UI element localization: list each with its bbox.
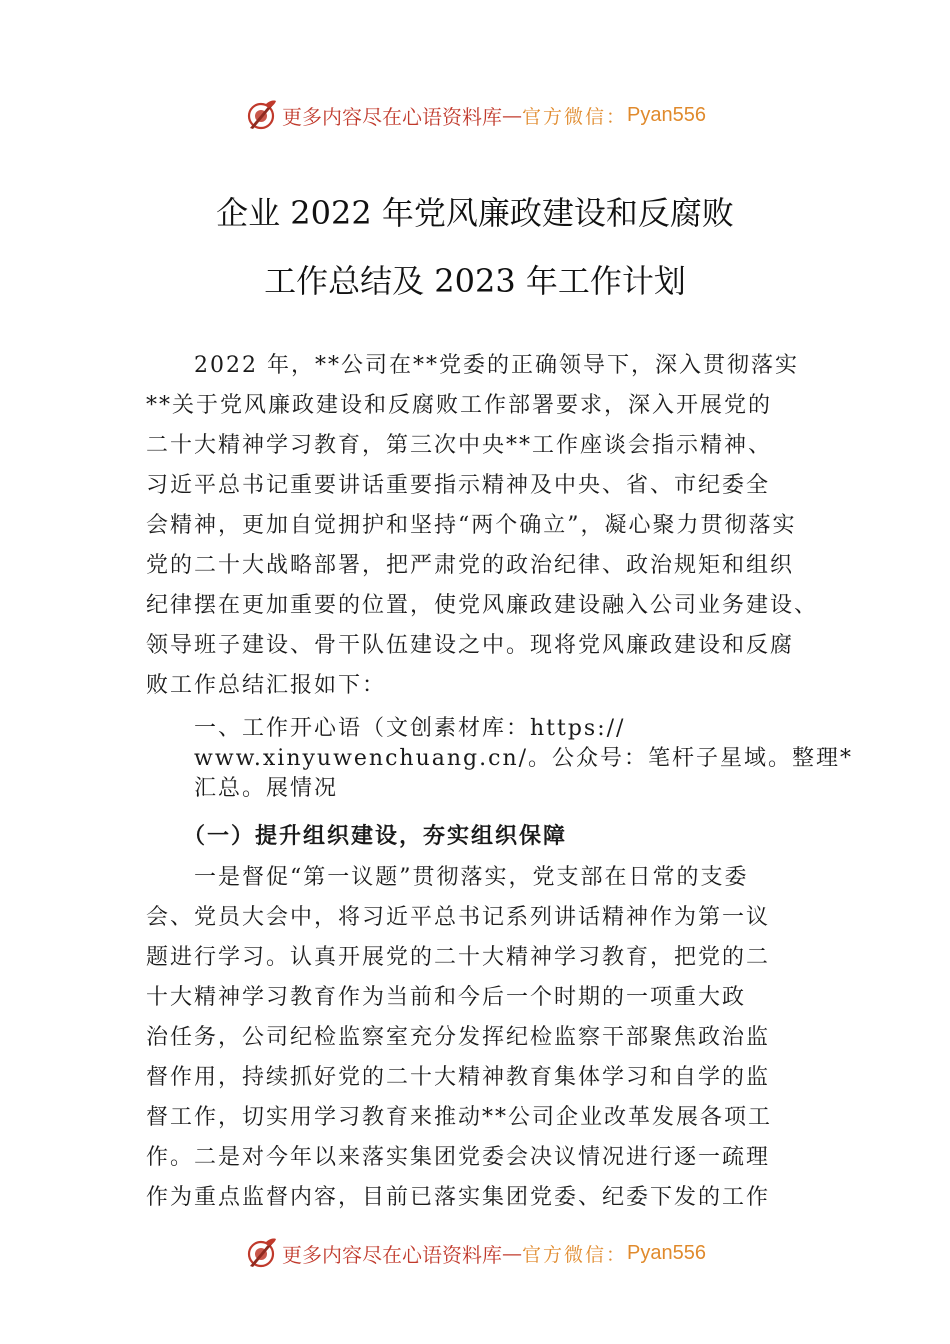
banner-wechat-handle: Pyan556 [627, 1241, 706, 1264]
banner-site-name: 更多内容尽在心语资料库 [282, 1242, 502, 1267]
banner-contact-label: 官方微信： [522, 1243, 628, 1266]
quill-circle-logo-icon [244, 1236, 278, 1270]
text-line: 党的二十大战略部署，把严肃党的政治纪律、政治规矩和组织 [146, 553, 795, 578]
text-line: 督作用，持续抓好党的二十大精神教育集体学习和自学的监 [146, 1065, 771, 1090]
banner-separator: — [502, 103, 522, 127]
footer-banner [0, 1233, 950, 1273]
intro-paragraph [146, 346, 826, 706]
subsection-heading [146, 816, 826, 856]
text-line: **关于党风廉政建设和反腐败工作部署要求，深入开展党的 [146, 393, 773, 418]
document-title-line-2: 工作总结及 2023 年工作计划 [264, 262, 686, 300]
text-line: 督工作，切实用学习教育来推动**公司企业改革发展各项工 [146, 1105, 773, 1130]
text-line: 十大精神学习教育作为当前和今后一个时期的一项重大政 [146, 985, 747, 1010]
text-line: 会、党员大会中，将习近平总书记系列讲话精神作为第一议 [146, 905, 771, 930]
text-line: 一是督促“第一议题”贯彻落实，党支部在日常的支委 [146, 865, 749, 890]
banner-contact-label: 官方微信： [522, 105, 628, 128]
subsection-title: （一）提升组织建设，夯实组织保障 [146, 823, 568, 849]
banner-separator: — [502, 1241, 522, 1265]
text-line: 作。二是对今年以来落实集团党委会决议情况进行逐一疏理 [146, 1145, 771, 1170]
header-banner [0, 95, 950, 135]
text-line: 会精神，更加自觉拥护和坚持“两个确立”，凝心聚力贯彻落实 [146, 513, 797, 538]
text-line: 汇总。展情况 [146, 776, 339, 801]
text-line: 作为重点监督内容，目前已落实集团党委、纪委下发的工作 [146, 1185, 771, 1210]
text-line: 败工作总结汇报如下： [146, 673, 387, 698]
banner-site-name: 更多内容尽在心语资料库 [282, 104, 502, 129]
text-line: 习近平总书记重要讲话重要指示精神及中央、省、市纪委全 [146, 473, 771, 498]
text-line: 一、工作开心语（文创素材库：https:// [146, 716, 626, 741]
document-title-line-1: 企业 2022 年党风廉政建设和反腐败 [216, 194, 734, 232]
text-line: 治任务，公司纪检监察室充分发挥纪检监察干部聚焦政治监 [146, 1025, 771, 1050]
text-line: www.xinyuwenchuang.cn/。公众号：笔杆子星域。整理* [146, 746, 854, 771]
section-one-heading [146, 714, 854, 804]
text-line: 领导班子建设、骨干队伍建设之中。现将党风廉政建设和反腐 [146, 633, 795, 658]
text-line: 纪律摆在更加重要的位置，使党风廉政建设融入公司业务建设、 [146, 593, 819, 618]
body-paragraph [146, 858, 826, 1218]
text-line: 2022 年，**公司在**党委的正确领导下，深入贯彻落实 [146, 353, 799, 378]
text-line: 题进行学习。认真开展党的二十大精神学习教育，把党的二 [146, 945, 771, 970]
quill-circle-logo-icon [244, 98, 278, 132]
banner-wechat-handle: Pyan556 [627, 103, 706, 126]
text-line: 二十大精神学习教育，第三次中央**工作座谈会指示精神、 [146, 433, 773, 458]
